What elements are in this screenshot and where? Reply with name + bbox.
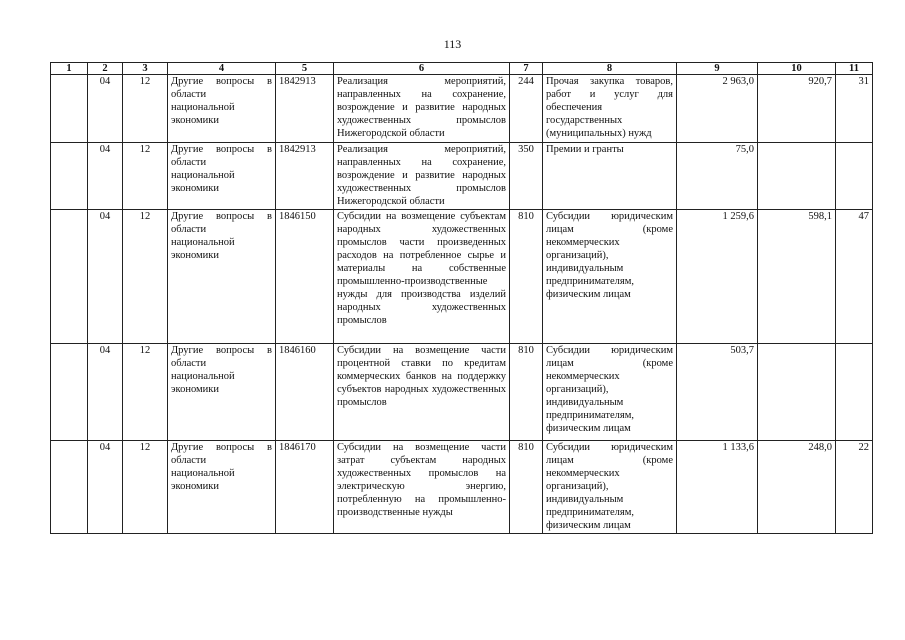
header-cell: 5 [276,63,334,75]
planned-amount: 2 963,0 [677,75,758,143]
planned-amount: 503,7 [677,344,758,441]
execution-percent: 47 [836,210,873,344]
header-cell: 10 [758,63,836,75]
table-row [51,75,873,143]
actual-amount [758,143,836,210]
section-code: 04 [88,143,123,210]
table-row [51,441,873,534]
page-number: 113 [443,37,462,51]
expense-type-code: 810 [510,210,543,344]
header-cell: 4 [168,63,276,75]
header-cell: 11 [836,63,873,75]
expense-type-name: Прочая закупка товаров, работ и услуг для обеспечения государственных (муниципальных) нужд [543,75,677,143]
expense-type-code: 350 [510,143,543,210]
target-code: 1846170 [276,441,334,534]
table-row [51,344,873,441]
subsection-code: 12 [123,441,168,534]
subsection-code: 12 [123,344,168,441]
subsection-code: 12 [123,143,168,210]
section-code: 04 [88,344,123,441]
row-number [51,344,88,441]
expense-type-code: 810 [510,441,543,534]
header-cell: 1 [51,63,88,75]
target-code: 1842913 [276,75,334,143]
header-cell: 2 [88,63,123,75]
table-row [51,143,873,210]
header-cell: 8 [543,63,677,75]
execution-percent: 22 [836,441,873,534]
target-name: Субсидии на возмещение части затрат субъектам народных художественных промыслов на электрическую энергию, потребленную на промышленно-производственные нужды [334,441,510,534]
section-code: 04 [88,75,123,143]
expense-type-name: Субсидии юридическим лицам (кроме некоммерческих организаций), индивидуальным предпринимателям, физическим лицам [543,441,677,534]
row-number [51,75,88,143]
row-number [51,143,88,210]
section-code: 04 [88,210,123,344]
actual-amount: 248,0 [758,441,836,534]
budget-table [50,62,873,534]
target-name: Реализация мероприятий, направленных на сохранение, возрождение и развитие народных художественных промыслов Нижегородской области [334,143,510,210]
section-name: Другие вопросы в области национальной экономики [168,143,276,210]
actual-amount: 598,1 [758,210,836,344]
actual-amount [758,344,836,441]
target-name: Субсидии на возмещение субъектам народных художественных промыслов части произведенных расходов на потребленное сырье и материалы на собственные промышленно-производственные нужды для производства изделий народных художественных промыслов [334,210,510,344]
row-number [51,210,88,344]
row-number [51,441,88,534]
expense-type-code: 810 [510,344,543,441]
expense-type-name: Субсидии юридическим лицам (кроме некоммерческих организаций), индивидуальным предпринимателям, физическим лицам [543,344,677,441]
planned-amount: 1 133,6 [677,441,758,534]
target-code: 1846160 [276,344,334,441]
actual-amount: 920,7 [758,75,836,143]
section-code: 04 [88,441,123,534]
section-name: Другие вопросы в области национальной экономики [168,210,276,344]
expense-type-name: Премии и гранты [543,143,677,210]
subsection-code: 12 [123,210,168,344]
header-cell: 3 [123,63,168,75]
execution-percent: 31 [836,75,873,143]
header-cell: 7 [510,63,543,75]
section-name: Другие вопросы в области национальной экономики [168,344,276,441]
subsection-code: 12 [123,75,168,143]
header-cell: 6 [334,63,510,75]
section-name: Другие вопросы в области национальной экономики [168,441,276,534]
target-code: 1846150 [276,210,334,344]
header-row [51,63,873,75]
expense-type-code: 244 [510,75,543,143]
table-row [51,210,873,344]
planned-amount: 1 259,6 [677,210,758,344]
section-name: Другие вопросы в области национальной экономики [168,75,276,143]
expense-type-name: Субсидии юридическим лицам (кроме некоммерческих организаций), индивидуальным предпринимателям, физическим лицам [543,210,677,344]
target-name: Субсидии на возмещение части процентной ставки по кредитам коммерческих банков на поддержку субъектов народных художественных промыслов [334,344,510,441]
execution-percent [836,143,873,210]
planned-amount: 75,0 [677,143,758,210]
target-code: 1842913 [276,143,334,210]
target-name: Реализация мероприятий, направленных на сохранение, возрождение и развитие народных художественных промыслов Нижегородской области [334,75,510,143]
header-cell: 9 [677,63,758,75]
execution-percent [836,344,873,441]
